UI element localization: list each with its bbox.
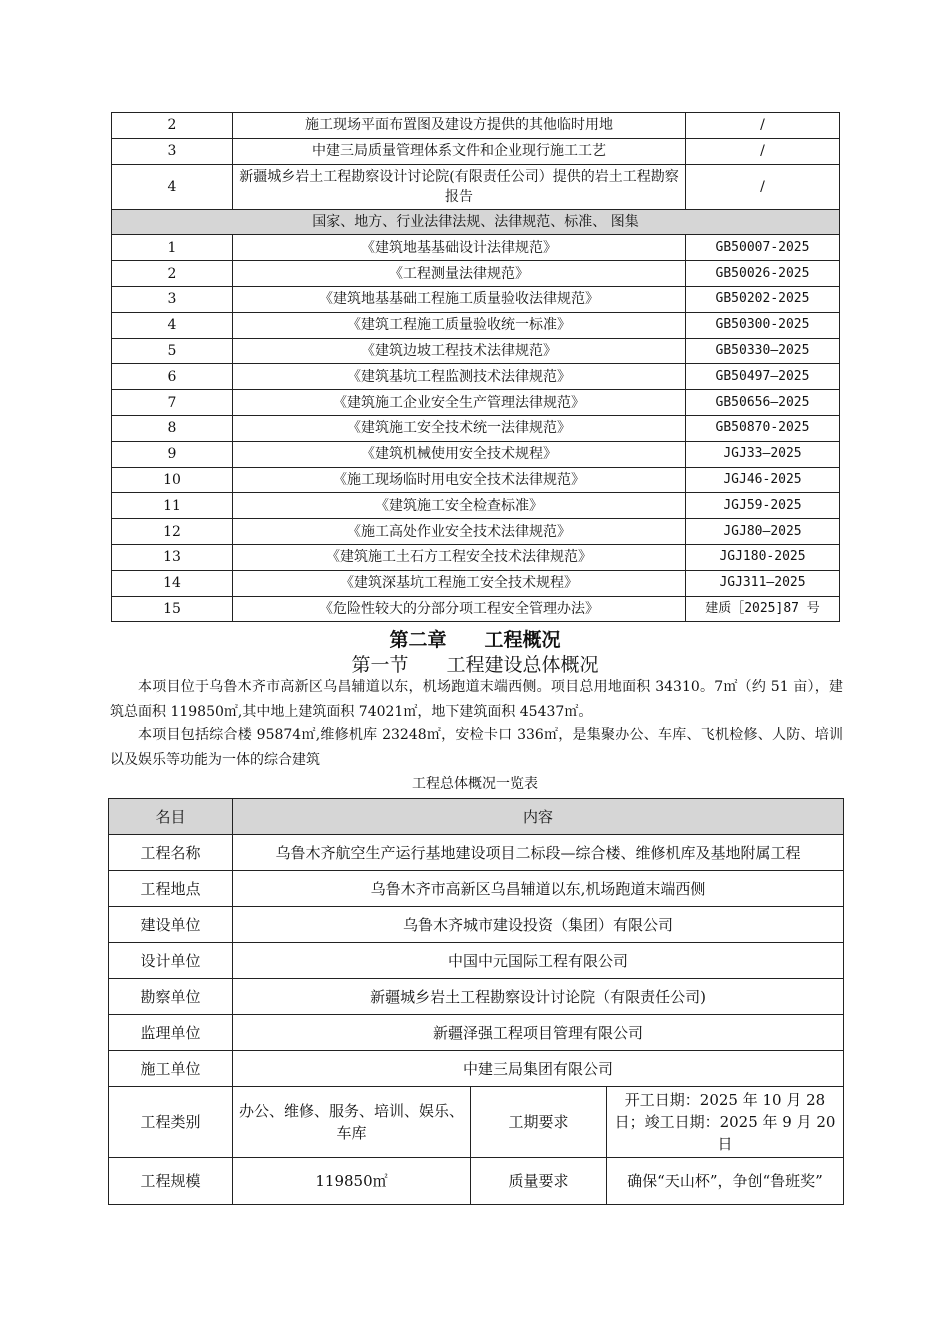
- table-row: [112, 286, 840, 312]
- table-row: [112, 164, 840, 209]
- body-paragraph: 本项目位于乌鲁木齐市高新区乌昌辅道以东，机场跑道末端西侧。项目总用地面积 34310。7㎡（约 51 亩），建筑总面积 119850㎡,其中地上建筑面积 74021㎡，地下建筑面积 45437㎡。: [110, 679, 843, 720]
- table-row: [112, 570, 840, 596]
- row-label: 施工单位: [109, 1051, 233, 1087]
- row-number: 7: [112, 390, 233, 416]
- standard-code: GB50026-2025: [686, 261, 840, 287]
- table-caption: 工程总体概况一览表: [412, 776, 538, 792]
- table-row: [112, 138, 840, 164]
- standard-name: 《建筑施工安全技术统一法律规范》: [233, 415, 686, 441]
- header-name: 名目: [109, 799, 233, 835]
- table-row: [112, 493, 840, 519]
- standard-name: 《建筑地基基础工程施工质量验收法律规范》: [233, 286, 686, 312]
- row-number: 4: [112, 312, 233, 338]
- row-number: 1: [112, 235, 233, 261]
- standard-code: /: [686, 138, 840, 164]
- standard-name: 《危险性较大的分部分项工程安全管理办法》: [233, 596, 686, 622]
- body-paragraph: 本项目包括综合楼 95874㎡,维修机库 23248㎡，安检卡口 336㎡，是集聚办公、车库、飞机检修、人防、培训以及娱乐等功能为一体的综合建筑: [110, 727, 843, 768]
- standard-name: 《工程测量法律规范》: [233, 261, 686, 287]
- row-number: 15: [112, 596, 233, 622]
- row-label: 工期要求: [471, 1087, 607, 1158]
- table-row: [109, 907, 844, 943]
- chapter-title: 第二章 工程概况: [389, 629, 561, 651]
- standard-code: JGJ180-2025: [686, 544, 840, 570]
- section-header: 国家、地方、行业法律法规、法律规范、标准、 图集: [112, 209, 840, 235]
- table-row: [112, 467, 840, 493]
- standard-code: 建质［2025]87 号: [686, 596, 840, 622]
- standard-name: 《建筑施工土石方工程安全技术法律规范》: [233, 544, 686, 570]
- table-row: [112, 519, 840, 545]
- table-row: [109, 835, 844, 871]
- standard-name: 《建筑基坑工程监测技术法律规范》: [233, 364, 686, 390]
- row-value: 确保“天山杯”，争创“鲁班奖”: [607, 1158, 844, 1205]
- table-row: [112, 596, 840, 622]
- row-value: 中国中元国际工程有限公司: [233, 943, 844, 979]
- reference-standards-table: [111, 112, 840, 622]
- project-overview-table: [108, 798, 844, 1205]
- row-number: 8: [112, 415, 233, 441]
- row-value: 乌鲁木齐城市建设投资（集团）有限公司: [233, 907, 844, 943]
- standard-code: JGJ59-2025: [686, 493, 840, 519]
- row-value: 乌鲁木齐市高新区乌昌辅道以东,机场跑道末端西侧: [233, 871, 844, 907]
- table-header-row: [109, 799, 844, 835]
- standard-code: JGJ311—2025: [686, 570, 840, 596]
- table-row: [112, 415, 840, 441]
- table-row: [109, 1051, 844, 1087]
- row-number: 3: [112, 286, 233, 312]
- document-name: 新疆城乡岩土工程勘察设计讨论院(有限责任公司）提供的岩土工程勘察报告: [233, 164, 686, 209]
- standard-code: GB50300-2025: [686, 312, 840, 338]
- table-row: [112, 441, 840, 467]
- standard-code: GB50497—2025: [686, 364, 840, 390]
- table-row: [109, 1158, 844, 1205]
- standard-name: 《施工现场临时用电安全技术法律规范》: [233, 467, 686, 493]
- standard-code: GB50870-2025: [686, 415, 840, 441]
- table-row: [109, 1087, 844, 1158]
- row-number: 10: [112, 467, 233, 493]
- standard-code: /: [686, 113, 840, 139]
- table-row: [109, 943, 844, 979]
- row-value: 新疆泽强工程项目管理有限公司: [233, 1015, 844, 1051]
- overview-rows: [109, 835, 844, 1087]
- standard-code: GB50202-2025: [686, 286, 840, 312]
- table-row: [112, 390, 840, 416]
- row-number: 3: [112, 138, 233, 164]
- row-value: 中建三局集团有限公司: [233, 1051, 844, 1087]
- row-label: 监理单位: [109, 1015, 233, 1051]
- row-number: 6: [112, 364, 233, 390]
- row-label: 建设单位: [109, 907, 233, 943]
- section-title: 第一节 工程建设总体概况: [351, 654, 599, 676]
- row-value: 办公、维修、服务、培训、娱乐、车库: [233, 1087, 471, 1158]
- row-label: 设计单位: [109, 943, 233, 979]
- standard-name: 《建筑施工安全检查标准》: [233, 493, 686, 519]
- table-row: [112, 312, 840, 338]
- row-number: 4: [112, 164, 233, 209]
- row-number: 2: [112, 261, 233, 287]
- row-label: 勘察单位: [109, 979, 233, 1015]
- standard-name: 《建筑机械使用安全技术规程》: [233, 441, 686, 467]
- standard-code: JGJ33—2025: [686, 441, 840, 467]
- standard-name: 《施工高处作业安全技术法律规范》: [233, 519, 686, 545]
- table-row: [112, 364, 840, 390]
- standard-name: 《建筑施工企业安全生产管理法律规范》: [233, 390, 686, 416]
- document-name: 施工现场平面布置图及建设方提供的其他临时用地: [233, 113, 686, 139]
- row-value: 119850㎡: [233, 1158, 471, 1205]
- row-number: 13: [112, 544, 233, 570]
- header-content: 内容: [233, 799, 844, 835]
- table-row: [112, 235, 840, 261]
- row-label: 工程名称: [109, 835, 233, 871]
- row-number: 9: [112, 441, 233, 467]
- document-name: 中建三局质量管理体系文件和企业现行施工工艺: [233, 138, 686, 164]
- standard-name: 《建筑工程施工质量验收统一标准》: [233, 312, 686, 338]
- row-number: 5: [112, 338, 233, 364]
- standard-code: JGJ80—2025: [686, 519, 840, 545]
- table-row: [112, 113, 840, 139]
- table-row: [109, 871, 844, 907]
- table-row: [109, 1015, 844, 1051]
- standards-list: [112, 235, 840, 622]
- row-number: 14: [112, 570, 233, 596]
- row-label: 工程类别: [109, 1087, 233, 1158]
- standard-code: GB50656—2025: [686, 390, 840, 416]
- row-value: 开工日期：2025 年 10 月 28 日；竣工日期：2025 年 9 月 20 日: [607, 1087, 844, 1158]
- standard-code: GB50330—2025: [686, 338, 840, 364]
- row-label: 工程规模: [109, 1158, 233, 1205]
- row-value: 乌鲁木齐航空生产运行基地建设项目二标段—综合楼、维修机库及基地附属工程: [233, 835, 844, 871]
- row-number: 12: [112, 519, 233, 545]
- section-header-row: [112, 209, 840, 235]
- row-number: 2: [112, 113, 233, 139]
- row-value: 新疆城乡岩土工程勘察设计讨论院（有限责任公司): [233, 979, 844, 1015]
- row-number: 11: [112, 493, 233, 519]
- standard-name: 《建筑地基基础设计法律规范》: [233, 235, 686, 261]
- standard-code: GB50007-2025: [686, 235, 840, 261]
- table-row: [112, 261, 840, 287]
- standard-name: 《建筑边坡工程技术法律规范》: [233, 338, 686, 364]
- row-label: 质量要求: [471, 1158, 607, 1205]
- table-row: [112, 544, 840, 570]
- standard-code: /: [686, 164, 840, 209]
- table-row: [109, 979, 844, 1015]
- row-label: 工程地点: [109, 871, 233, 907]
- standard-name: 《建筑深基坑工程施工安全技术规程》: [233, 570, 686, 596]
- standard-code: JGJ46-2025: [686, 467, 840, 493]
- table-row: [112, 338, 840, 364]
